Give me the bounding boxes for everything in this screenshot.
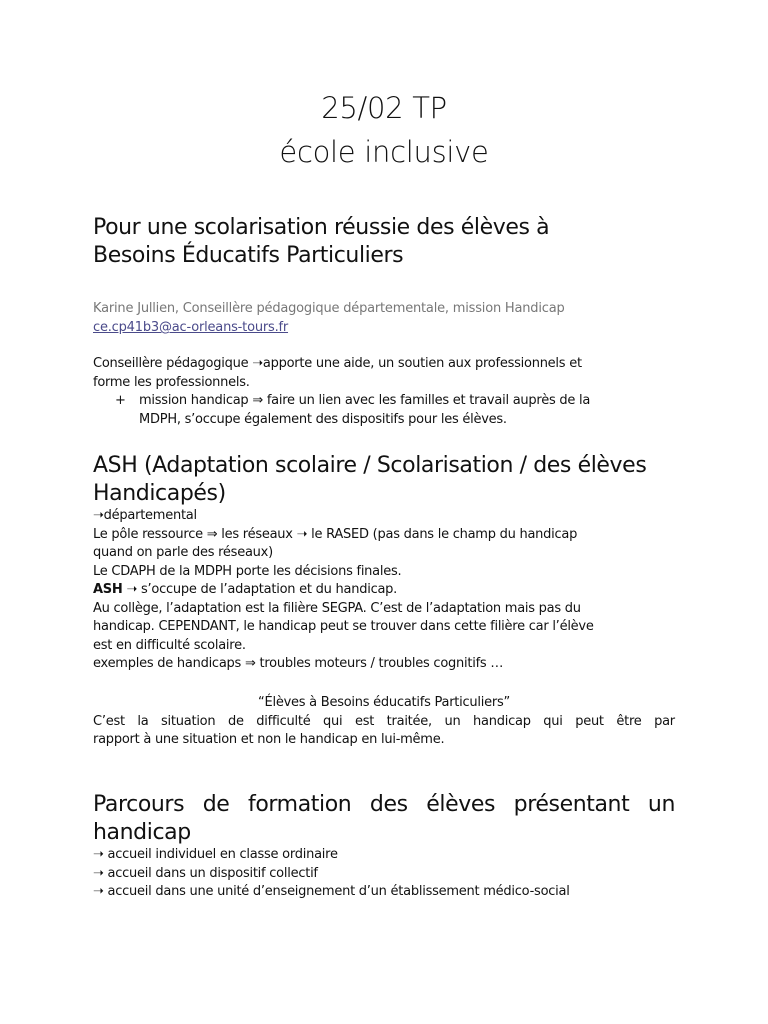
ebep-justified-line-1 bbox=[93, 713, 675, 732]
justified-word: difficulté bbox=[256, 713, 311, 729]
justified-word: être bbox=[616, 713, 642, 729]
ash-line: exemples de handicaps ⇒ troubles moteurs / troubles cognitifs … bbox=[93, 656, 504, 671]
justified-word: par bbox=[654, 713, 675, 729]
justified-word: handicap bbox=[473, 713, 531, 729]
plus-bullet-icon: + bbox=[115, 393, 126, 408]
parcours-heading-line-1 bbox=[93, 791, 675, 819]
justified-word: la bbox=[137, 713, 149, 729]
ash-heading bbox=[93, 452, 675, 508]
ash-heading-line-2: Handicapés) bbox=[93, 481, 226, 506]
list-item: ➝ accueil dans un dispositif collectif bbox=[93, 865, 318, 881]
ebep-paragraph bbox=[93, 694, 675, 750]
justified-word: peut bbox=[575, 713, 604, 729]
intro-bullet bbox=[93, 392, 675, 429]
heading-word: présentant bbox=[513, 792, 630, 817]
ash-line: Le CDAPH de la MDPH porte les décisions finales. bbox=[93, 563, 402, 579]
heading-word: de bbox=[202, 792, 230, 817]
ash-definition-line bbox=[93, 581, 675, 600]
document-title bbox=[93, 86, 675, 174]
justified-word: situation bbox=[161, 713, 216, 729]
ash-line: ➝départemental bbox=[93, 508, 197, 523]
heading-word: Parcours bbox=[93, 792, 185, 817]
justified-word: qui bbox=[323, 713, 343, 729]
heading-word: élèves bbox=[426, 792, 496, 817]
author-email-link[interactable]: ce.cp41b3@ac-orleans-tours.fr bbox=[93, 320, 289, 335]
main-heading-line-1: Pour une scolarisation réussie des élèves à bbox=[93, 215, 550, 240]
ash-definition-text: ➝ s’occupe de l’adaptation et du handicap. bbox=[122, 582, 398, 597]
bullet-line-1: mission handicap ⇒ faire un lien avec les familles et travail auprès de la bbox=[139, 393, 591, 408]
parcours-list bbox=[93, 846, 675, 902]
ash-line: Le pôle ressource ⇒ les réseaux ➝ le RASED (pas dans le champ du handicap bbox=[93, 526, 578, 542]
main-heading bbox=[93, 214, 675, 270]
list-item: ➝ accueil individuel en classe ordinaire bbox=[93, 847, 338, 862]
parcours-heading-line-2: handicap bbox=[93, 820, 191, 845]
title-line-1: 25/02 TP bbox=[321, 91, 447, 125]
list-item: ➝ accueil dans une unité d’enseignement d’un établissement médico-social bbox=[93, 884, 570, 899]
intro-line-2: forme les professionnels. bbox=[93, 374, 250, 390]
justified-word: qui bbox=[543, 713, 563, 729]
ash-bold-label: ASH bbox=[93, 582, 123, 597]
ash-line: Au collège, l’adaptation est la filière SEGPA. C’est de l’adaptation mais pas du bbox=[93, 600, 581, 616]
heading-word: des bbox=[369, 792, 408, 817]
ash-heading-line-1: ASH (Adaptation scolaire / Scolarisation / des élèves bbox=[93, 453, 647, 478]
intro-paragraph bbox=[93, 355, 675, 429]
parcours-heading bbox=[93, 791, 675, 847]
ash-line: handicap. CEPENDANT, le handicap peut se trouver dans cette filière car l’élève bbox=[93, 619, 594, 634]
ebep-line-2: rapport à une situation et non le handicap en lui-même. bbox=[93, 732, 445, 747]
justified-word: de bbox=[227, 713, 244, 729]
ebep-quote: “Élèves à Besoins éducatifs Particuliers” bbox=[258, 695, 510, 710]
justified-word: est bbox=[354, 713, 375, 729]
ash-paragraph bbox=[93, 507, 675, 674]
intro-line-1: Conseillère pédagogique ➝apporte une aide, un soutien aux professionnels et bbox=[93, 356, 582, 371]
justified-word: un bbox=[444, 713, 461, 729]
bullet-line-2: MDPH, s’occupe également des dispositifs pour les élèves. bbox=[139, 411, 507, 427]
ash-line: est en difficulté scolaire. bbox=[93, 637, 246, 653]
heading-word: formation bbox=[248, 792, 352, 817]
author-block bbox=[93, 299, 675, 337]
heading-word: un bbox=[647, 792, 675, 817]
ash-line: quand on parle des réseaux) bbox=[93, 545, 273, 560]
author-line: Karine Jullien, Conseillère pédagogique départementale, mission Handicap bbox=[93, 301, 565, 316]
title-line-2: école inclusive bbox=[279, 135, 489, 169]
justified-word: traitée, bbox=[386, 713, 432, 729]
main-heading-line-2: Besoins Éducatifs Particuliers bbox=[93, 243, 404, 268]
justified-word: C’est bbox=[93, 713, 125, 729]
